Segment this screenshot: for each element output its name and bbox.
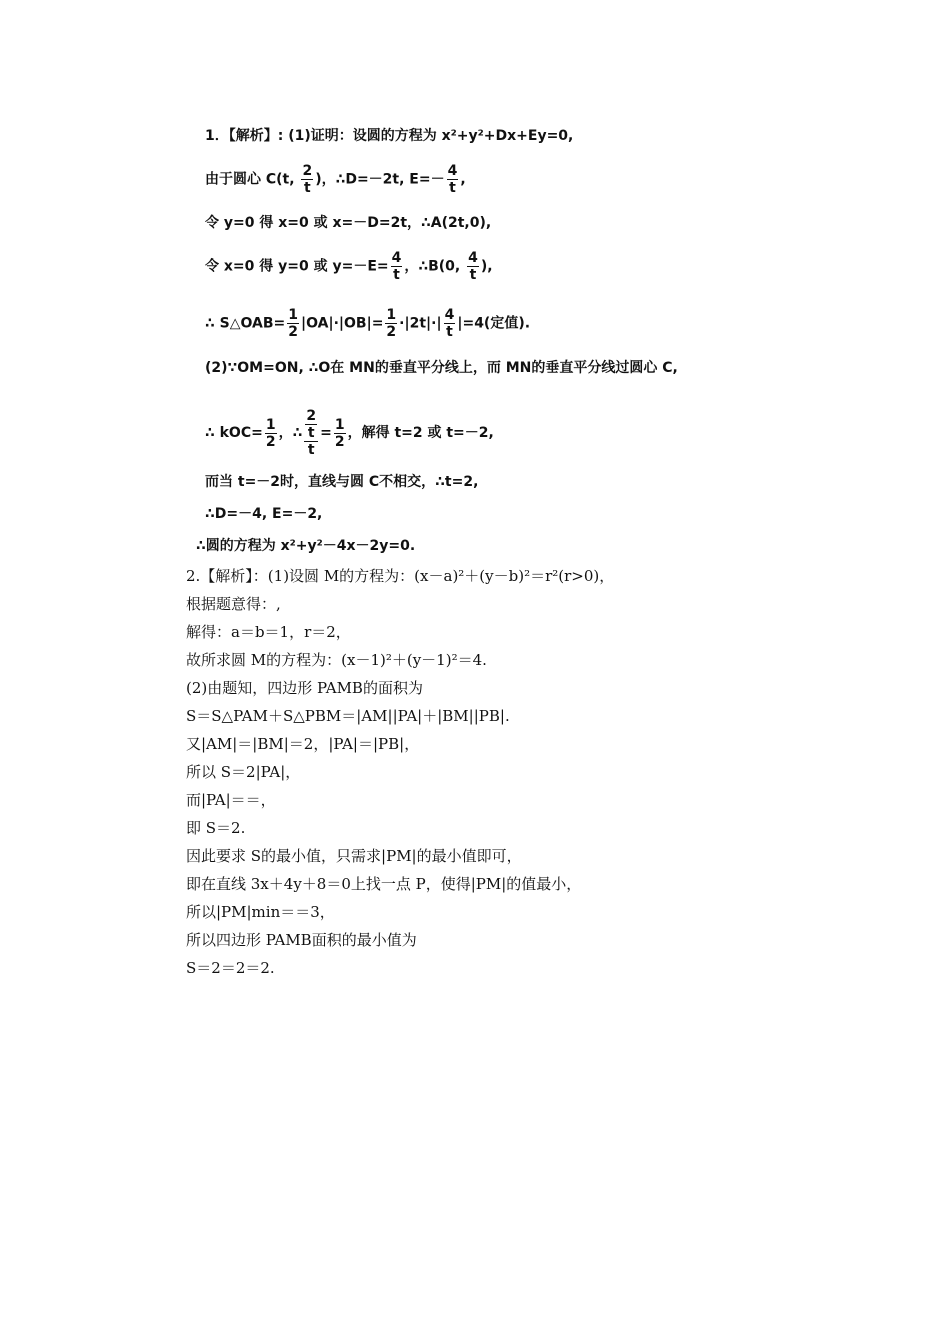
nested-fraction: $\frac{\frac{2}{t}}{t}$ — [306, 408, 317, 458]
fraction: $\frac{4}{t}$ — [391, 250, 402, 283]
s2-line-1: 2.【解析】：(1)设圆 M的方程为：(x－a)²＋(y－b)²＝r²(r>0)， — [186, 567, 615, 585]
s2-line-12: 即在直线 3x＋4y＋8＝0上找一点 P，使得|PM|的值最小， — [186, 875, 582, 893]
s1-line-4-text-b: ，∴B(0, — [404, 258, 466, 275]
s1-line-10: ∴圆的方程为 x²+y²－4x－2y=0. — [196, 538, 416, 554]
fraction: $\frac{4}{t}$ — [447, 163, 458, 196]
s1-line-2-text-c: , — [460, 171, 466, 188]
s2-line-14: 所以四边形 PAMB面积的最小值为 — [186, 931, 417, 949]
fraction: $\frac{1}{2}$ — [265, 416, 276, 450]
s2-line-10: 即 S＝2. — [186, 819, 246, 837]
s2-line-13: 所以|PM|min＝＝3， — [186, 903, 335, 921]
s1-line-2 — [205, 163, 466, 196]
fraction: $\frac{2}{t}$ — [302, 163, 313, 196]
s1-line-5-text-c: ·|2t|·| — [399, 315, 442, 332]
fraction: $\frac{2}{t}$ — [306, 408, 317, 441]
s2-line-5: (2)由题知，四边形 PAMB的面积为 — [186, 679, 423, 697]
s2-line-11: 因此要求 S的最小值，只需求|PM|的最小值即可， — [186, 847, 522, 865]
fraction: $\frac{1}{2}$ — [386, 307, 397, 340]
s2-line-7: 又|AM|＝|BM|＝2，|PA|＝|PB|， — [186, 735, 420, 753]
s2-line-6: S＝S△PAM＋S△PBM＝|AM||PA|＋|BM||PB|. — [186, 707, 510, 725]
s1-line-5-text-b: |OA|·|OB|= — [300, 315, 384, 332]
s2-line-3: 解得：a＝b＝1，r＝2， — [186, 623, 351, 641]
s1-line-4-text-c: ), — [480, 258, 493, 275]
s1-line-5-text-a: ∴ S△OAB= — [205, 315, 286, 332]
s1-line-7-text-c: = — [320, 425, 332, 441]
s2-line-2: 根据题意得：, — [186, 595, 281, 613]
s1-line-7 — [205, 408, 494, 458]
s1-line-1: 1．【解析】: (1)证明：设圆的方程为 x²+y²+Dx+Ey=0, — [205, 128, 574, 144]
s2-line-15: S＝2＝2＝2. — [186, 959, 275, 977]
s2-line-8: 所以 S＝2|PA|， — [186, 763, 301, 781]
fraction: $\frac{4}{t}$ — [468, 250, 478, 283]
s1-line-7-text-d: ，解得 t=2 或 t=－2, — [347, 425, 494, 441]
s2-line-4: 故所求圆 M的方程为：(x－1)²＋(y－1)²＝4. — [186, 651, 487, 669]
s1-line-5-text-d: |=4(定值). — [457, 315, 531, 332]
s1-line-3: 令 y=0 得 x=0 或 x=－D=2t，∴A(2t,0), — [205, 215, 492, 231]
s1-line-9: ∴D=－4, E=－2, — [205, 506, 323, 522]
s1-line-8: 而当 t=－2时，直线与圆 C不相交，∴t=2, — [205, 474, 479, 490]
fraction: $\frac{1}{2}$ — [334, 416, 345, 450]
fraction: $\frac{1}{2}$ — [288, 307, 298, 340]
s1-line-7-text-b: ，∴ — [278, 425, 303, 441]
s1-line-4-text-a: 令 x=0 得 y=0 或 y=－E= — [205, 258, 389, 275]
s1-line-5 — [205, 307, 530, 340]
s1-line-7-text-a: ∴ kOC= — [205, 425, 263, 441]
s1-line-6: (2)∵OM=ON, ∴O在 MN的垂直平分线上，而 MN的垂直平分线过圆心 C, — [205, 360, 678, 376]
s1-line-2-text-a: 由于圆心 C(t, — [205, 171, 300, 188]
s2-line-9: 而|PA|＝＝， — [186, 791, 276, 809]
s1-line-4 — [205, 250, 493, 283]
fraction: $\frac{4}{t}$ — [444, 307, 455, 340]
s1-line-2-text-b: )，∴D=－2t, E=－ — [315, 171, 445, 188]
